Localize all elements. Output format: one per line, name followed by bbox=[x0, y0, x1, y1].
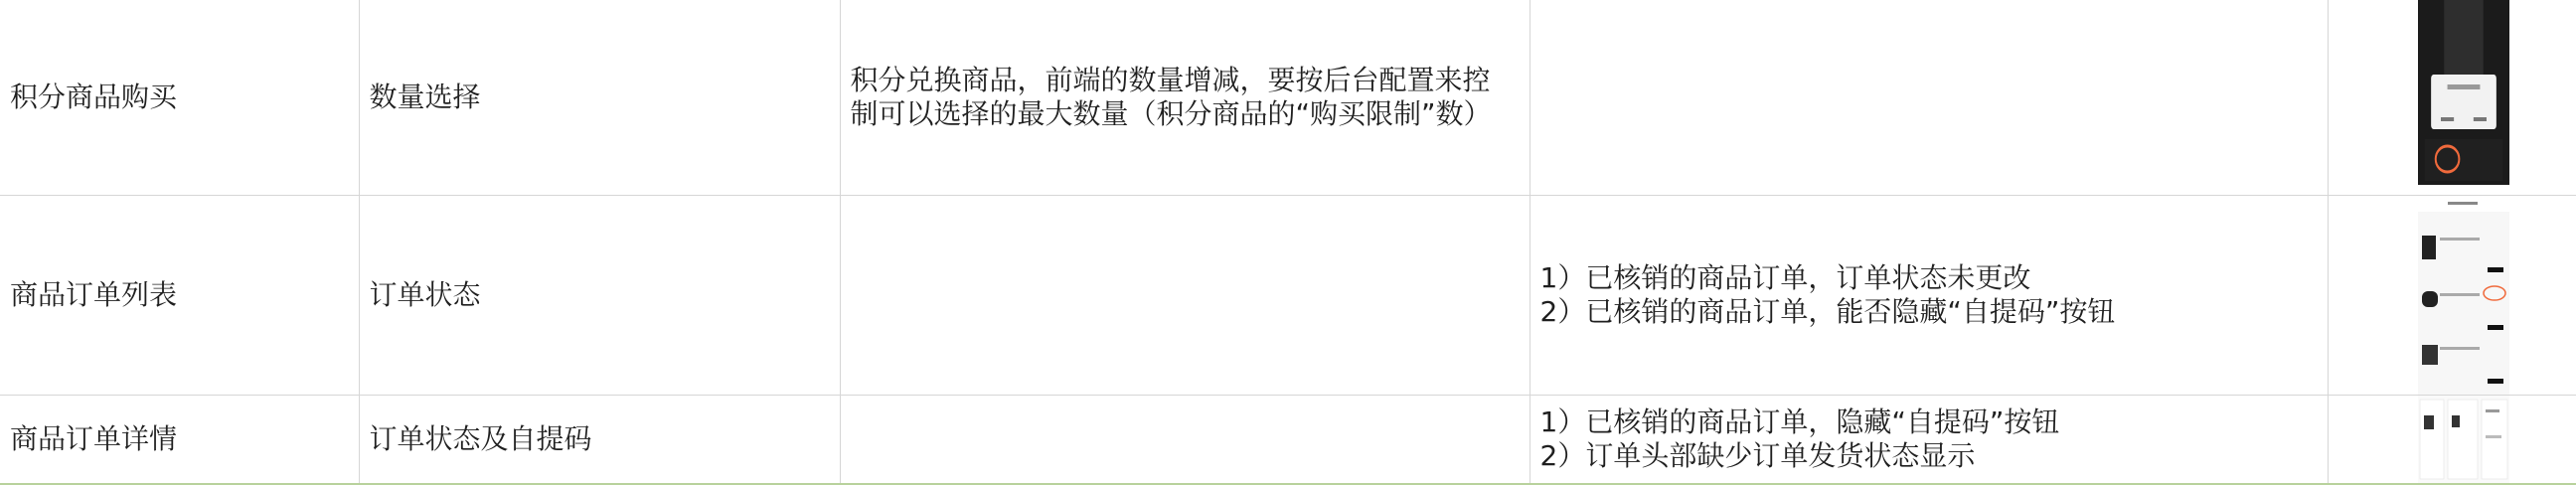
issues-cell[interactable] bbox=[1530, 0, 2328, 196]
feature-text: 订单状态 bbox=[369, 278, 481, 311]
issue-line: 2）已核销的商品订单，能否隐藏“自提码”按钮 bbox=[1539, 295, 2116, 328]
issues-cell[interactable] bbox=[1530, 196, 2328, 396]
module-cell[interactable] bbox=[0, 0, 359, 196]
screenshot-cell[interactable] bbox=[2328, 196, 2576, 396]
feature-cell[interactable] bbox=[359, 0, 840, 196]
issues-cell[interactable] bbox=[1530, 396, 2328, 485]
app-screenshot-thumbnail[interactable] bbox=[2418, 396, 2509, 483]
module-cell[interactable] bbox=[0, 396, 359, 485]
table-row bbox=[0, 196, 2576, 396]
issue-line: 1）已核销的商品订单，订单状态未更改 bbox=[1539, 261, 2031, 294]
requirement-cell[interactable] bbox=[840, 196, 1530, 396]
feature-text: 数量选择 bbox=[369, 81, 481, 113]
module-cell[interactable] bbox=[0, 196, 359, 396]
screenshot-cell[interactable] bbox=[2328, 0, 2576, 196]
module-text: 商品订单列表 bbox=[10, 278, 178, 311]
module-text: 商品订单详情 bbox=[10, 422, 178, 455]
module-text: 积分商品购买 bbox=[10, 81, 178, 113]
screenshot-cell[interactable] bbox=[2328, 396, 2576, 485]
feature-cell[interactable] bbox=[359, 396, 840, 485]
app-screenshot-thumbnail[interactable] bbox=[2418, 0, 2509, 195]
feature-cell[interactable] bbox=[359, 196, 840, 396]
issue-line: 1）已核销的商品订单，隐藏“自提码”按钮 bbox=[1539, 405, 2060, 438]
issue-line: 2）订单头部缺少订单发货状态显示 bbox=[1539, 439, 1976, 472]
requirement-cell[interactable] bbox=[840, 396, 1530, 485]
table-row bbox=[0, 0, 2576, 196]
feature-text: 订单状态及自提码 bbox=[369, 422, 592, 455]
requirement-text: 积分兑换商品，前端的数量增减，要按后台配置来控制可以选择的最大数量（积分商品的“购买限制”数） bbox=[850, 64, 1492, 130]
app-screenshot-thumbnail[interactable] bbox=[2418, 196, 2509, 395]
table-row bbox=[0, 396, 2576, 485]
requirement-cell[interactable] bbox=[840, 0, 1530, 196]
